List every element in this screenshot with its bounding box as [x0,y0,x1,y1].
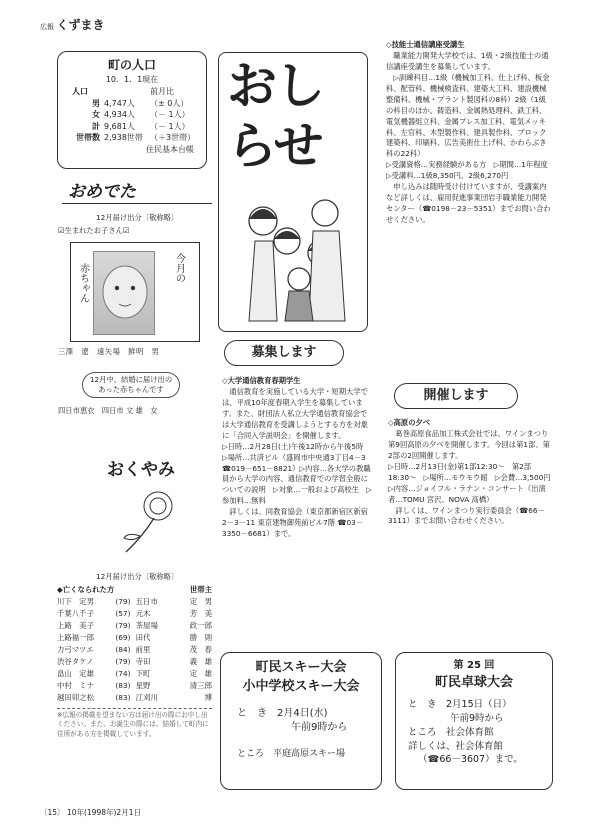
population-box [57,51,207,169]
okuyami-area: 江刈川 [135,692,158,702]
okuyami-head: 博 [204,692,212,702]
population-col-change: 前月比 [150,86,174,96]
omedeta-born-label [58,226,129,237]
row-label: 女 [92,110,100,120]
okuyami-row [57,632,212,644]
population-col-label: 人口 [72,86,88,96]
okuyami-area: 前里 [135,644,151,654]
takkyu-box [395,652,553,790]
kogen-article [388,418,551,527]
oshirase-title-2: らせ [227,117,322,175]
footer-page: 〔15〕 [40,808,65,817]
okuyami-area: 下町 [135,668,151,678]
population-source: 住民基本台帳 [146,144,194,154]
baby-label-right: 今月の [173,253,185,283]
daigaku-title: ◇大学通信教育春期学生 [222,376,301,385]
population-row [70,132,195,144]
row-label: 世帯数 [76,133,100,143]
okuyami-name: 上路 美子 [57,620,94,630]
baby-label-left: 赤ちゃん [77,263,89,303]
okuyami-name: 畠山 定雄 [57,668,94,678]
population-table [70,98,195,144]
daigaku-contact: 詳しくは、同教育協会（東京都新宿区新宿2－3－11 東京建物御苑前ビル7階 ☎03－3350－6681）まで。 [222,507,368,539]
okuyami-area: 元木 [135,608,151,618]
row-change: （－ 1人） [150,121,190,131]
baby-photo [93,251,155,335]
row-change: （＋3世帯） [150,133,196,143]
daigaku-detail: ▷日時…2月28日(土)午後12時から午後5時 ▷場所…共済ビル（盛岡市中央通3丁目4－3 ☎019－651－8821）▷内容…各大学の教職員から大学の内容、通信教育での学習全般についての説明 ▷対象…一般および高校生 ▷参加料…無料 [222,441,372,506]
okuyami-area: 五日市 [135,596,158,606]
okuyami-age: (69) [115,632,131,642]
oshirase-title-1: おし [227,57,323,115]
kogen-content: ▷内容…ジョイフル・ラテン・コンサート（出演者…TOMU 宮沢、NOVA 高橋） [388,483,546,504]
takkyu-contact-2: （☎66－3607）まで。 [418,754,523,766]
row-label: 計 [92,121,100,131]
ski-time: 午前9時から [291,722,348,734]
masthead-name: くずまき [56,18,105,32]
okuyami-area: 星野 [135,680,151,690]
omedeta-title: おめでた [68,182,136,202]
okuyami-header-right: 世帯主 [189,585,212,594]
row-value: 9,681人 [104,121,135,131]
okuyami-header [57,584,212,596]
checkbox-icon: ☑ [122,226,130,235]
okuyami-row [57,668,212,680]
okuyami-head: 定 男 [189,596,212,606]
okuyami-name: 中村 ミナ [57,680,94,690]
okuyami-head: 政一郎 [189,620,212,630]
okuyami-age: (83) [115,680,131,690]
ginou-body: 職業能力開発大学校では、1級・2級技能士の通信講座受講生を募集しています。 [386,50,549,71]
kogen-contact: 詳しくは、ワインまつり実行委員会（☎66－3111）までお問い合わせください。 [388,505,545,526]
parents-row: 三澤 遼 遠矢場 鮮明 男 [58,347,160,356]
population-title: 町の人口 [107,58,156,72]
okuyami-row [57,608,212,620]
footer-date: 10年(1998年)2月1日 [66,808,141,817]
ginou-title: ◇技能士通信講座受講生 [386,40,465,49]
ski-place: ところ 平庭高原スキー場 [237,748,346,759]
ginou-article [386,40,556,226]
kogen-body: 葛巻高原食品加工株式会社では、ワインまつり第9回高原の夕べを開催します。今回は第1部、第2部の2回開催します。 [388,428,550,460]
after-row: 四日市恵衣 四日市 文 雄 女 [58,406,158,415]
takkyu-contact-1: 詳しくは、社会体育館 [408,740,504,752]
row-label: 男 [92,98,100,108]
born-label-text: 生まれたお子さん [64,226,123,235]
baby-face-icon [94,252,156,336]
population-row [70,109,195,121]
masthead-kobo: 広報 [40,23,54,31]
row-value: 4,747人 [104,98,135,108]
ski-box [220,652,382,790]
population-date: 10．1．1現在 [105,75,159,85]
okuyami-head: 茂 春 [189,644,212,654]
row-value: 2,938世帯 [104,133,143,143]
ski-title-1: 町民スキー大会 [255,660,347,675]
population-row [70,121,195,133]
ginou-courses: ▷訓練科目…1級（機械加工科、仕上げ科、板金科、配管科、機械検査科、建築大工科、建設機械整備科、機械・プラント製図科の8科）2級（1級の科目のほか、鋳造科、金属熱処理科、鉄工科、電気機器組立科、金属プレス加工科、電気メッキ科、左官科、木型製作科、建具製作科、ブロック建築科、印刷科、広告美術仕上げ科、かわらぶき科の22科） [386,72,550,159]
baby-window [70,242,200,342]
ski-toki-label: と き [237,707,267,719]
ginou-detail: ▷受講資格…実務経験がある方 ▷期間…1年程度 ▷受講料…1級8,350円、2級6,270円 [386,160,556,181]
okuyami-head: 清三郎 [189,680,212,690]
okuyami-area: 寺田 [135,656,151,666]
okuyami-age: (74) [115,668,131,678]
okuyami-name: 川下 定男 [57,596,94,606]
ginou-contact: 申し込みは随時受け付けていますが、受講案内など詳しくは、雇用促進事業団岩手職業能力開発センター（☎0198－23－5351）までお問い合わせください。 [386,182,551,224]
row-change: （± 0人） [150,98,189,108]
takkyu-toki: と き 2月15日（日） [408,699,512,711]
header-left-text: 亡くなられた方 [62,585,115,594]
row-value: 4,934人 [104,110,135,120]
daigaku-body: 通信教育を実施している大学・短期大学では、平成10年度春期入学生を募集しています。また、財団法人私立大学通信教育協会では大学通信教育を受講しようとする方を対象に「合同入学説明会」を開催します。 [222,386,368,440]
okuyami-title: おくやみ [107,460,175,480]
flower-icon [118,488,178,558]
takkyu-place: ところ 社会体育館 [408,726,494,738]
okuyami-row [57,692,212,704]
okuyami-row [57,680,212,692]
after-text: 12月中、結婚に届け出のあった赤ちゃんです [82,372,180,398]
okuyami-list [57,584,212,739]
okuyami-row [57,644,212,656]
okuyami-head: 芳 美 [189,608,212,618]
okuyami-area: 茶屋場 [135,620,158,630]
masthead [40,17,150,33]
okuyami-name: 千葉八千子 [57,608,94,618]
okuyami-name: 力弓マツエ [57,644,94,654]
population-row [70,98,195,110]
okuyami-name: 越田卯之松 [57,692,94,702]
okuyami-age: (79) [115,620,131,630]
okuyami-header-left: ◆亡くなられた方 [57,585,115,594]
ski-title-2: 小中学校スキー大会 [242,678,360,694]
omedeta-note: 12月届け出分〔敬称略〕 [96,213,179,222]
okuyami-row [57,620,212,632]
okuyami-age: (79) [115,656,131,666]
okuyami-row [57,656,212,668]
family-illustration-icon [229,191,357,327]
okuyami-head: 定 雄 [189,668,212,678]
okuyami-note: 12月届け出分〔敬称略〕 [96,572,179,581]
kogen-detail: ▷日時…2月13日(金)第1部12:30～ 第2部18:30～ ▷場所…モウモウ館 ▷会費…3,500円 [388,461,551,482]
kaisai-pill: 開催します [394,383,518,409]
okuyami-name: 上路福一郎 [57,632,94,642]
ski-date-row [237,707,381,722]
okuyami-name: 渋谷タケノ [57,656,94,666]
okuyami-row [57,596,212,608]
okuyami-footnote: ※広報の掲載を望まない方は届け出の際にお申し出ください。また、お誕生の際には、結婚して町内に住所がある方を掲載しています。 [57,708,212,740]
oshirase-box [218,52,368,332]
population-header [58,86,206,98]
okuyami-age: (83) [115,692,131,702]
okuyami-area: 田代 [135,632,151,642]
omedeta-underline [62,203,212,204]
daigaku-article [222,376,372,540]
footer [40,808,141,819]
okuyami-head: 勝 則 [189,632,212,642]
ski-date: 2月4日(水) [277,707,328,719]
okuyami-age: (84) [115,644,131,654]
kogen-title: ◇高原の夕べ [388,418,431,427]
takkyu-time: 午前9時から [450,713,504,725]
checkbox-icon: ☑ [58,226,65,235]
okuyami-age: (79) [115,596,131,606]
boshu-pill: 募集します [224,340,344,366]
okuyami-age: (57) [115,608,131,618]
okuyami-head: 義 雄 [189,656,212,666]
takkyu-title: 町民卓球大会 [434,674,513,690]
takkyu-number: 第 25 回 [453,660,495,671]
row-change: （－ 1人） [150,110,190,120]
